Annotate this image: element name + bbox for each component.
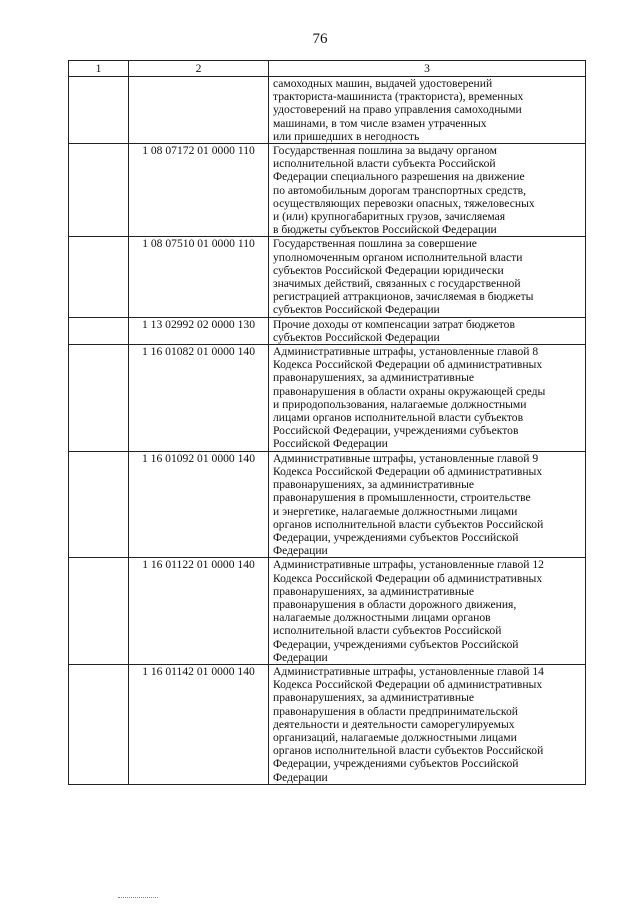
row-empty-cell [69,77,129,144]
description-line: правонарушениях, за административные [273,478,475,492]
description-line: Российской Федерации [273,437,388,451]
description-line: субъектов Российской Федерации юридически [273,263,504,277]
description-line: лицами органов исполнительной власти субъектов [273,411,524,425]
budget-classification-code: 1 16 01092 01 0000 140 [129,451,269,558]
description-line: Кодекса Российской Федерации об административных [273,571,543,585]
row-empty-cell [69,451,129,558]
description-line: правонарушения в промышленности, строительстве [273,491,531,505]
budget-classification-code: 1 08 07510 01 0000 110 [129,237,269,317]
description-line: Кодекса Российской Федерации об административных [273,358,543,372]
revenue-description [269,345,586,452]
description-line: субъектов Российской Федерации [273,330,440,344]
description-line: Федерации [273,650,328,664]
table-header-row [69,61,586,77]
revenue-description [269,144,586,237]
budget-classification-code: 1 16 01142 01 0000 140 [129,664,269,784]
table-row [69,345,586,452]
description-line: удостоверений на право управления самоходными [273,103,522,117]
table-row [69,77,586,144]
description-line: правонарушения в области дорожного движения, [273,597,517,611]
description-line: правонарушениях, за административные [273,584,475,598]
row-empty-cell [69,558,129,665]
revenue-description [269,664,586,784]
description-line: правонарушения в области предпринимательской [273,704,518,718]
description-line: правонарушениях, за административные [273,691,475,705]
budget-classification-code: 1 08 07172 01 0000 110 [129,144,269,237]
row-empty-cell [69,317,129,344]
description-line: налагаемые должностными лицами органов [273,611,491,625]
column-number-2: 2 [129,61,269,77]
description-line: органов исполнительной власти субъектов Российской [273,744,544,758]
column-number-1: 1 [69,61,129,77]
description-line: Государственная пошлина за выдачу органом [273,144,497,158]
description-line: Административные штрафы, установленные главой 14 [273,664,544,678]
row-empty-cell [69,345,129,452]
revenue-description [269,558,586,665]
row-empty-cell [69,664,129,784]
description-line: в бюджеты субъектов Российской Федерации [273,223,497,237]
description-line: Федерации, учреждениями субъектов Российской [273,637,519,651]
description-line: Федерации специального разрешения на движение [273,170,525,184]
description-line: машинами, в том числе взамен утраченных [273,116,487,130]
description-line: тракториста-машиниста (тракториста), временных [273,90,524,104]
description-line: и энергетике, налагаемые должностными лицами [273,504,518,518]
description-line: организаций, налагаемые должностными лицами [273,730,517,744]
table-row [69,558,586,665]
table-row [69,317,586,344]
table-row [69,664,586,784]
description-line: исполнительной власти субъектов Российской [273,624,502,638]
description-line: осуществляющих перевозки опасных, тяжеловесных [273,196,535,210]
table-row [69,144,586,237]
description-line: Административные штрафы, установленные главой 12 [273,558,544,572]
description-line: или пришедших в негодность [273,129,420,143]
description-line: Государственная пошлина за совершение [273,237,477,251]
description-line: Федерации, учреждениями субъектов Российской [273,757,519,771]
description-line: Кодекса Российской Федерации об административных [273,678,543,692]
revenue-description [269,77,586,144]
description-line: по автомобильным дорогам транспортных средств, [273,183,527,197]
budget-classification-code: 1 16 01122 01 0000 140 [129,558,269,665]
description-line: субъектов Российской Федерации [273,303,440,317]
description-line: Федерации [273,770,328,784]
description-line: правонарушения в области охраны окружающей среды [273,384,546,398]
description-line: и (или) крупногабаритных грузов, зачисляемая [273,210,506,224]
description-line: Российской Федерации, учреждениями субъектов [273,424,519,438]
description-line: Административные штрафы, установленные главой 9 [273,451,539,465]
description-line: регистрацией аттракционов, зачисляемая в бюджеты [273,290,534,304]
budget-codes-table [68,60,586,785]
description-line: и природопользования, налагаемые должностными [273,397,527,411]
budget-classification-code [129,77,269,144]
description-line: Прочие доходы от компенсации затрат бюджетов [273,317,515,331]
description-line: правонарушениях, за административные [273,371,475,385]
table-row [69,451,586,558]
description-line: исполнительной власти субъекта Российской [273,157,496,171]
table-row [69,237,586,317]
table-body [69,77,586,785]
revenue-description [269,451,586,558]
description-line: Кодекса Российской Федерации об административных [273,464,543,478]
description-line: Федерации, учреждениями субъектов Российской [273,530,519,544]
page-number: 76 [312,31,328,47]
description-line: Административные штрафы, установленные главой 8 [273,345,539,359]
description-line: самоходных машин, выдачей удостоверений [273,77,493,90]
description-line: деятельности и деятельности саморегулируемых [273,717,515,731]
description-line: органов исполнительной власти субъектов Российской [273,517,544,531]
row-empty-cell [69,144,129,237]
description-line: Федерации [273,544,328,558]
revenue-description [269,317,586,344]
revenue-description [269,237,586,317]
description-line: уполномоченным органом исполнительной власти [273,250,523,264]
description-line: значимых действий, связанных с государственной [273,277,521,291]
scan-artifact [118,897,158,899]
budget-classification-code: 1 16 01082 01 0000 140 [129,345,269,452]
column-number-3: 3 [269,61,586,77]
row-empty-cell [69,237,129,317]
budget-classification-code: 1 13 02992 02 0000 130 [129,317,269,344]
